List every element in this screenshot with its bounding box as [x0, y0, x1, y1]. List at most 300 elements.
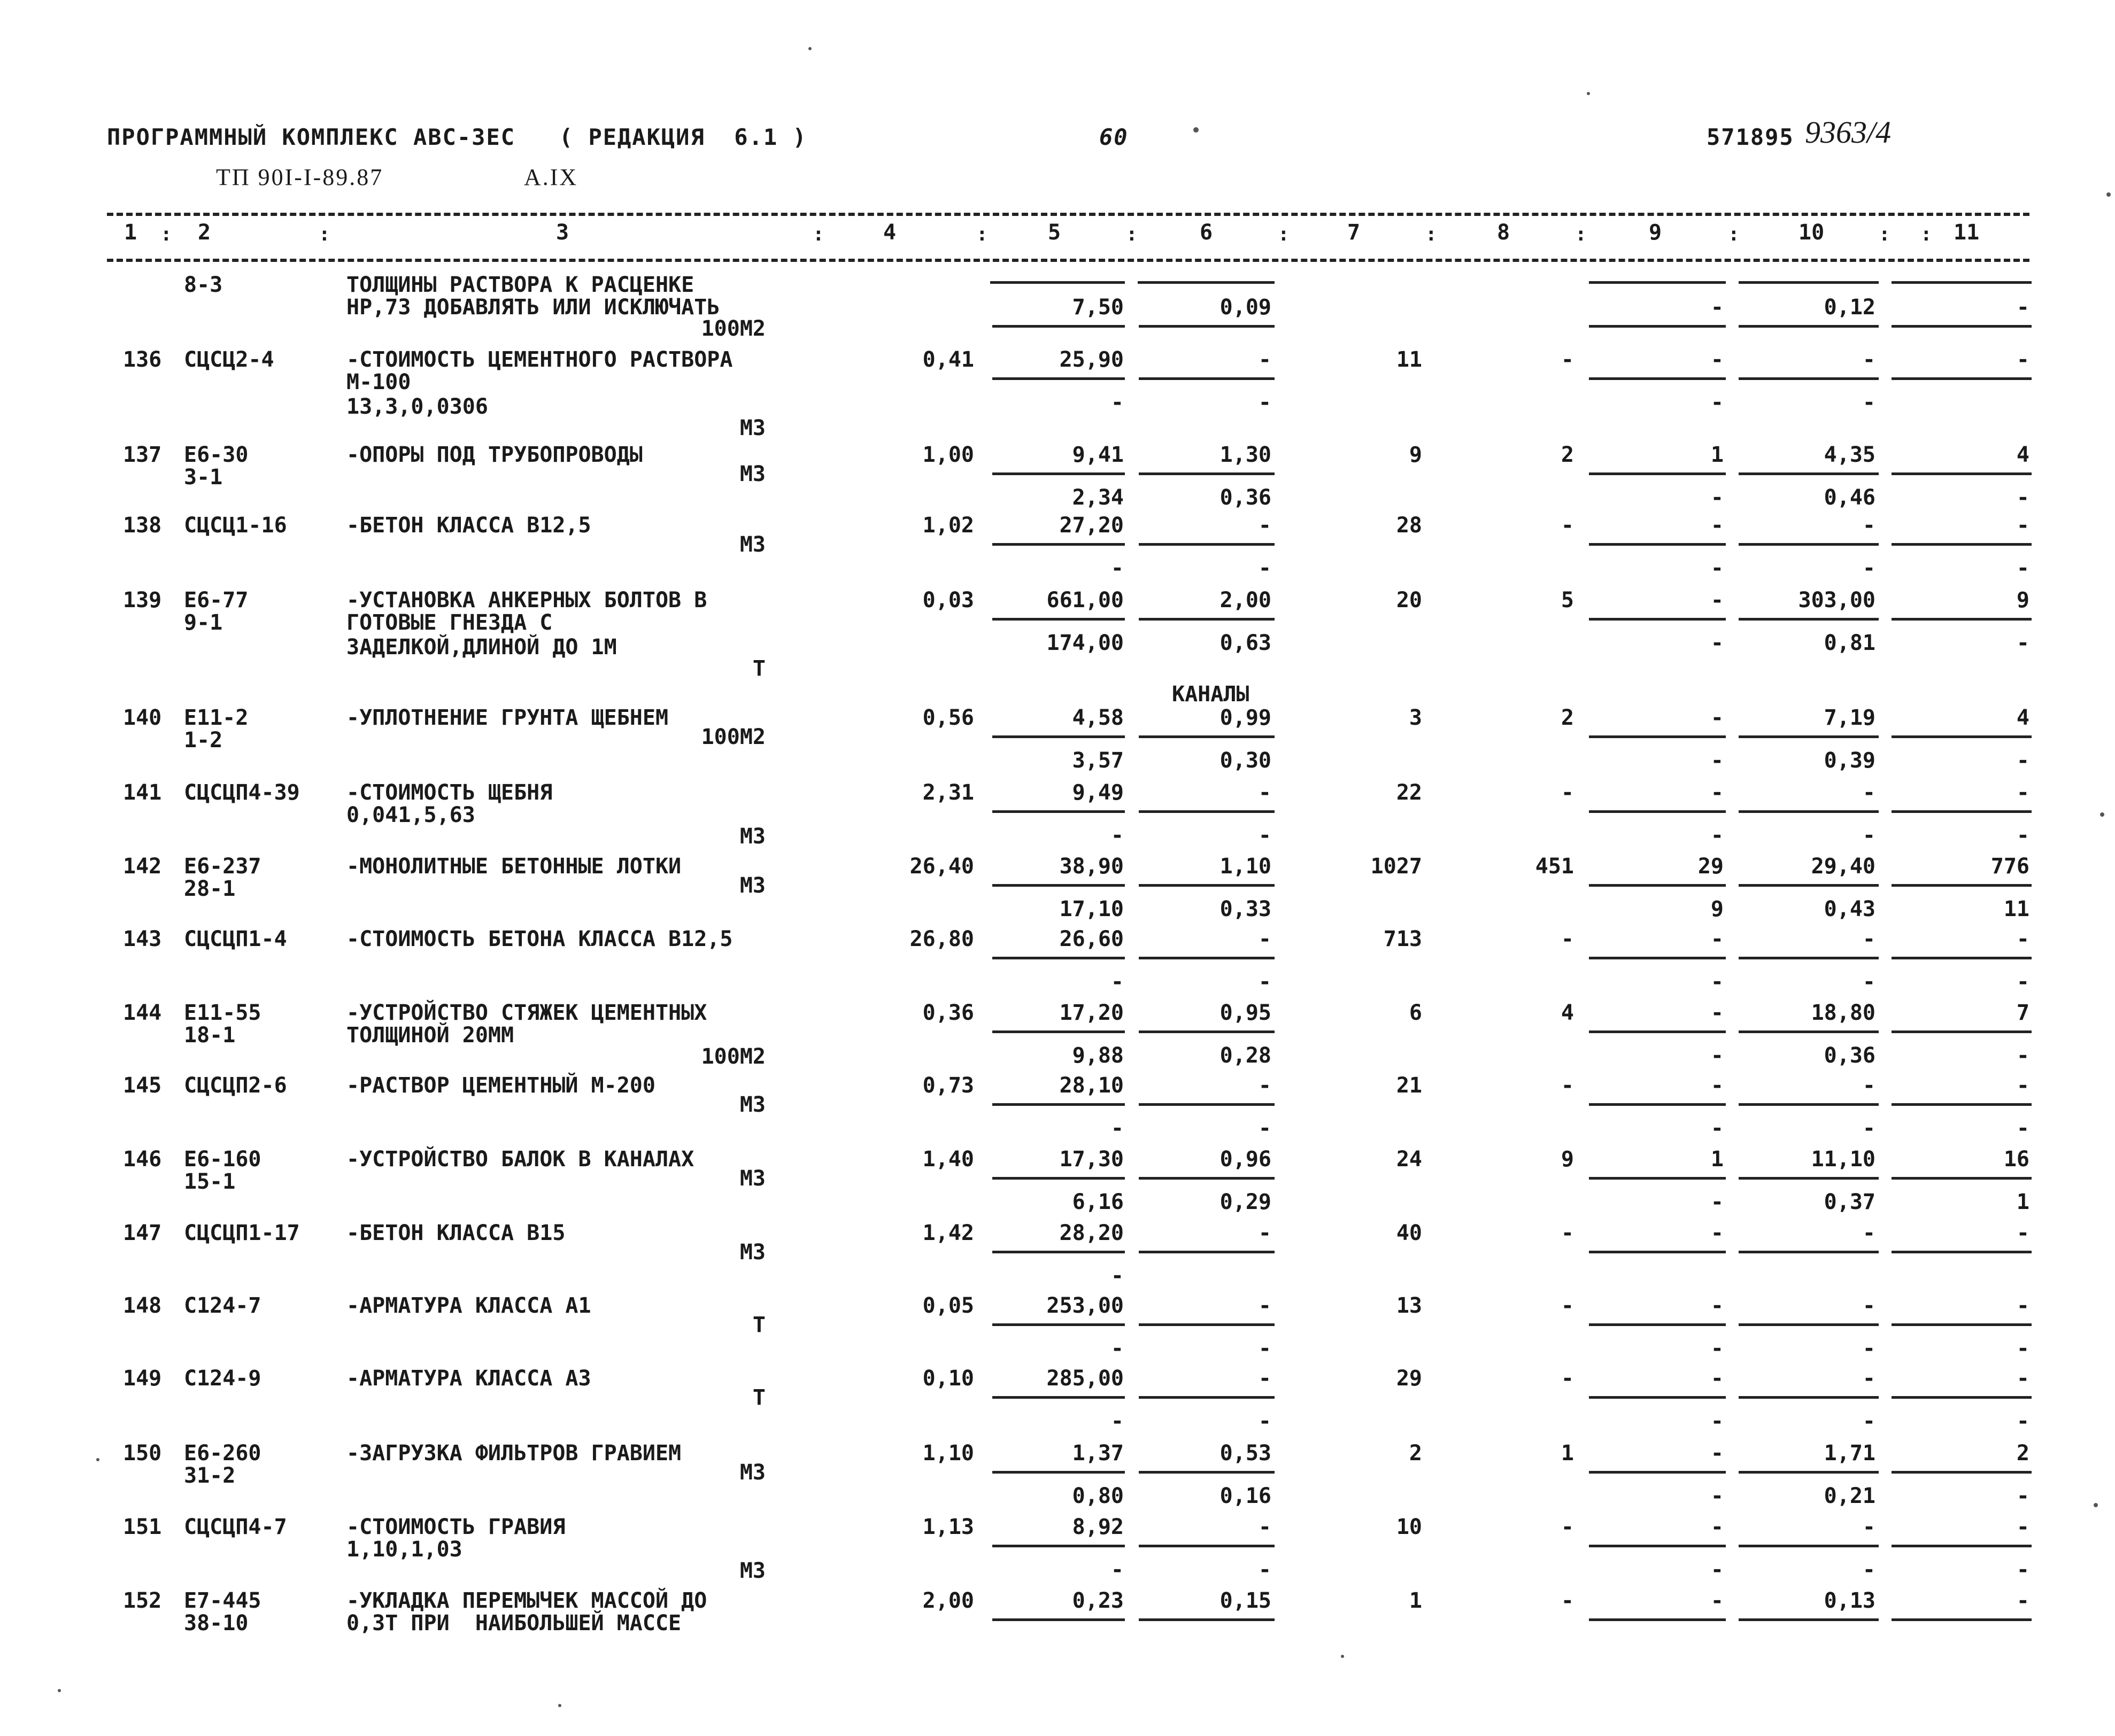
machine-cost-cell: -	[1710, 1515, 1724, 1539]
header-bottom-rule	[107, 259, 2029, 262]
wage-cost-sub-cell: 0,63	[1219, 631, 1271, 655]
unit-cost-sub-cell: -	[1110, 556, 1124, 580]
total-cost-cell: 21	[1396, 1073, 1422, 1098]
wage-cost-sub-cell: -	[1258, 1409, 1271, 1433]
cell-rule	[1139, 1251, 1275, 1253]
quantity-cell: 26,40	[909, 854, 974, 879]
labor-total-cell: -	[2016, 513, 2029, 538]
program-title: ПРОГРАММНЫЙ КОМПЛЕКС АВС-ЗЕС ( РЕДАКЦИЯ 6.1 )	[107, 124, 807, 150]
unit-of-measure: М3	[739, 1559, 766, 1583]
unit-cost-cell: 17,20	[1059, 1001, 1124, 1025]
column-header: 4	[883, 220, 897, 245]
wage-cost-cell: -	[1258, 1221, 1271, 1245]
labor-total-cell: -	[2016, 347, 2029, 372]
row-number: 149	[123, 1366, 162, 1391]
row-number: 139	[123, 588, 162, 613]
total-cost-cell: 22	[1396, 780, 1422, 805]
cell-rule	[1589, 1545, 1726, 1547]
cell-rule	[1139, 1323, 1275, 1326]
labor-total-cell: 9	[2016, 588, 2029, 613]
cell-rule	[1138, 281, 1275, 284]
total-cost-cell: 2	[1409, 1441, 1422, 1466]
wage-cost-sub-cell: -	[1258, 823, 1271, 848]
cell-rule	[1589, 1471, 1726, 1474]
labor-total-sub-cell: 1	[2016, 1190, 2029, 1214]
cell-rule	[1589, 957, 1726, 959]
labor-total-cell: 4	[2016, 706, 2029, 730]
cell-rule	[1892, 957, 2032, 959]
cell-rule	[1139, 1103, 1275, 1106]
page-number: 60	[1099, 124, 1129, 150]
cell-rule	[1892, 377, 2032, 380]
unit-cost-sub-cell: -	[1110, 1557, 1124, 1582]
project-code: ТП 90I-I-89.87	[216, 164, 384, 190]
labor-total-sub-cell: -	[2016, 1116, 2029, 1141]
unit-cost-cell: 17,30	[1059, 1147, 1124, 1172]
unit-of-measure: Т	[752, 656, 766, 681]
scan-speck	[808, 47, 812, 50]
cell-rule	[1739, 1545, 1879, 1547]
rate-code-sub: 9-1	[184, 610, 223, 635]
unit-cost-sub-cell: 6,16	[1072, 1190, 1124, 1214]
rate-code-sub: 3-1	[184, 465, 223, 490]
cell-rule	[1589, 543, 1726, 546]
cell-rule	[992, 1545, 1125, 1547]
cell-rule	[1139, 618, 1275, 621]
wage-cost-sub-cell: 0,30	[1219, 748, 1271, 773]
cell-rule	[1739, 884, 1879, 887]
column-header: 7	[1347, 220, 1361, 245]
cell-rule	[1739, 735, 1879, 738]
labor-cell: 303,00	[1798, 588, 1875, 613]
cell-rule	[992, 472, 1125, 475]
machine-cost-cell: 1	[1710, 1147, 1724, 1172]
cell-rule	[1739, 377, 1879, 380]
cell-rule	[1739, 1103, 1879, 1106]
labor-cell: 18,80	[1811, 1001, 1875, 1025]
cell-rule	[1739, 472, 1879, 475]
cell-rule	[1892, 325, 2032, 328]
column-header: 1	[124, 220, 137, 245]
unit-cost-cell: 28,20	[1059, 1221, 1124, 1245]
cell-rule	[1589, 1177, 1726, 1180]
machine-cost-sub-cell: -	[1710, 748, 1724, 773]
machine-cost-sub-cell: -	[1710, 823, 1724, 848]
cell-rule	[1892, 810, 2032, 813]
total-wages-cell: -	[1561, 513, 1574, 538]
wage-cost-sub-cell: 0,28	[1219, 1043, 1271, 1068]
work-description: -ЗАГРУЗКА ФИЛЬТРОВ ГРАВИЕМ	[346, 1441, 682, 1466]
cell-rule	[992, 1251, 1125, 1253]
unit-cost-cell: 26,60	[1059, 927, 1124, 951]
scan-speck	[558, 1704, 561, 1707]
cell-rule	[1892, 1396, 2032, 1399]
cell-rule	[992, 1177, 1125, 1180]
work-description: ТОЛЩИНОЙ 20ММ	[346, 1023, 514, 1048]
unit-cost-cell: 285,00	[1046, 1366, 1124, 1391]
labor-total-cell: 776	[1990, 854, 2029, 879]
labor-sub-cell: -	[1862, 1336, 1875, 1361]
machine-cost-cell: 1	[1710, 443, 1724, 467]
labor-cell: 0,13	[1824, 1588, 1875, 1613]
labor-total-cell: -	[2016, 927, 2029, 951]
labor-total-sub-cell: 11	[2003, 897, 2029, 921]
cell-rule	[1739, 1323, 1879, 1326]
labor-sub-cell: -	[1862, 1116, 1875, 1141]
quantity-cell: 0,10	[922, 1366, 974, 1391]
machine-cost-sub-cell: -	[1710, 556, 1724, 580]
cell-rule	[1739, 957, 1879, 959]
machine-cost-cell: -	[1710, 295, 1724, 320]
wage-cost-cell: 0,96	[1219, 1147, 1271, 1172]
total-wages-cell: 451	[1535, 854, 1574, 879]
work-description: ЗАДЕЛКОЙ,ДЛИНОЙ ДО 1М	[346, 635, 617, 660]
labor-total-sub-cell: -	[2016, 1557, 2029, 1582]
work-description: 1,10,1,03	[346, 1537, 462, 1562]
cell-rule	[992, 1030, 1125, 1033]
cell-rule	[1139, 543, 1275, 546]
total-wages-cell: 2	[1561, 706, 1574, 730]
total-cost-cell: 9	[1409, 443, 1422, 467]
annotation-channels: КАНАЛЫ	[1172, 682, 1249, 707]
machine-cost-cell: -	[1710, 1001, 1724, 1025]
cell-rule	[1739, 281, 1879, 284]
total-cost-cell: 24	[1396, 1147, 1422, 1172]
wage-cost-cell: 0,09	[1219, 295, 1271, 320]
row-number: 145	[123, 1073, 162, 1098]
work-description: 0,3Т ПРИ НАИБОЛЬШЕЙ МАССЕ	[346, 1611, 682, 1636]
work-description: М-100	[346, 370, 411, 394]
scan-speck	[96, 1458, 99, 1461]
cell-rule	[992, 1471, 1125, 1474]
labor-cell: -	[1862, 1515, 1875, 1539]
quantity-cell: 1,42	[922, 1221, 974, 1245]
labor-sub-cell: 0,37	[1824, 1190, 1875, 1214]
machine-cost-sub-cell: -	[1710, 1043, 1724, 1068]
wage-cost-cell: -	[1258, 780, 1271, 805]
machine-cost-cell: -	[1710, 588, 1724, 613]
work-description: -СТОИМОСТЬ ЩЕБНЯ	[346, 780, 553, 805]
scan-speck	[1193, 127, 1199, 133]
labor-total-sub-cell: -	[2016, 556, 2029, 580]
unit-of-measure: 100М2	[701, 1044, 766, 1069]
unit-cost-sub-cell: 0,80	[1072, 1484, 1124, 1508]
cell-rule	[1589, 1103, 1726, 1106]
total-wages-cell: -	[1561, 1073, 1574, 1098]
quantity-cell: 0,41	[922, 347, 974, 372]
rate-code: Е6-260	[184, 1441, 261, 1466]
labor-sub-cell: -	[1862, 1557, 1875, 1582]
labor-cell: -	[1862, 1073, 1875, 1098]
cell-rule	[1589, 1396, 1726, 1399]
cell-rule	[1739, 810, 1879, 813]
quantity-cell: 0,73	[922, 1073, 974, 1098]
wage-cost-sub-cell: 0,36	[1219, 485, 1271, 510]
wage-cost-sub-cell: 0,16	[1219, 1484, 1271, 1508]
cell-rule	[1139, 957, 1275, 959]
cell-rule	[1139, 1471, 1275, 1474]
rate-code: 8-3	[184, 273, 223, 297]
labor-sub-cell: 0,36	[1824, 1043, 1875, 1068]
work-description: 0,041,5,63	[346, 803, 475, 827]
labor-cell: 7,19	[1824, 706, 1875, 730]
total-cost-cell: 13	[1396, 1293, 1422, 1318]
document-number: 571895	[1707, 124, 1794, 150]
row-number: 143	[123, 927, 162, 951]
row-number: 150	[123, 1441, 162, 1466]
row-number: 138	[123, 513, 162, 538]
unit-cost-sub-cell: -	[1110, 1409, 1124, 1433]
machine-cost-sub-cell: -	[1710, 1557, 1724, 1582]
cell-rule	[1139, 377, 1275, 380]
unit-of-measure: М3	[739, 1092, 766, 1117]
quantity-cell: 2,31	[922, 780, 974, 805]
labor-total-cell: 16	[2003, 1147, 2029, 1172]
unit-cost-sub-cell: -	[1110, 1116, 1124, 1141]
total-cost-cell: 20	[1396, 588, 1422, 613]
cell-rule	[1892, 1323, 2032, 1326]
total-cost-cell: 29	[1396, 1366, 1422, 1391]
unit-cost-sub-cell: 17,10	[1059, 897, 1124, 921]
total-cost-cell: 6	[1409, 1001, 1422, 1025]
cell-rule	[1589, 618, 1726, 621]
unit-cost-sub-cell: 9,88	[1072, 1043, 1124, 1068]
cell-rule	[1892, 1030, 2032, 1033]
labor-cell: 4,35	[1824, 443, 1875, 467]
machine-cost-cell: -	[1710, 1366, 1724, 1391]
machine-cost-sub-cell: -	[1710, 970, 1724, 994]
quantity-cell: 1,00	[922, 443, 974, 467]
labor-cell: -	[1862, 927, 1875, 951]
machine-cost-sub-cell: -	[1710, 1116, 1724, 1141]
cell-rule	[992, 1618, 1125, 1621]
labor-total-sub-cell: -	[2016, 631, 2029, 655]
quantity-cell: 26,80	[909, 927, 974, 951]
rate-code-sub: 38-10	[184, 1611, 249, 1636]
quantity-cell: 1,13	[922, 1515, 974, 1539]
column-header: 10	[1798, 220, 1825, 245]
total-wages-cell: 9	[1561, 1147, 1574, 1172]
unit-of-measure: М3	[739, 532, 766, 557]
wage-cost-cell: -	[1258, 1293, 1271, 1318]
cell-rule	[992, 957, 1125, 959]
labor-sub-cell: 0,43	[1824, 897, 1875, 921]
work-description: -БЕТОН КЛАССА В12,5	[346, 513, 591, 538]
labor-sub-cell: 0,81	[1824, 631, 1875, 655]
labor-sub-cell: 0,39	[1824, 748, 1875, 773]
unit-cost-cell: 27,20	[1059, 513, 1124, 538]
unit-cost-cell: 1,37	[1072, 1441, 1124, 1466]
cell-rule	[1589, 325, 1726, 328]
album-code: А.IX	[524, 164, 578, 190]
wage-cost-cell: -	[1258, 1515, 1271, 1539]
cell-rule	[1139, 1177, 1275, 1180]
labor-total-cell: -	[2016, 780, 2029, 805]
scan-speck	[1587, 92, 1590, 95]
quantity-cell: 0,36	[922, 1001, 974, 1025]
machine-cost-cell: -	[1710, 1221, 1724, 1245]
machine-cost-sub-cell: -	[1710, 1409, 1724, 1433]
rate-code: С124-7	[184, 1293, 261, 1318]
machine-cost-cell: -	[1710, 706, 1724, 730]
wage-cost-cell: 0,99	[1219, 706, 1271, 730]
wage-cost-cell: -	[1258, 927, 1271, 951]
work-description: -УПЛОТНЕНИЕ ГРУНТА ЩЕБНЕМ	[346, 706, 669, 730]
work-description: -БЕТОН КЛАССА В15	[346, 1221, 566, 1245]
cell-rule	[992, 1103, 1125, 1106]
rate-code: СЦСЦП4-7	[184, 1515, 287, 1539]
work-description: -АРМАТУРА КЛАССА А3	[346, 1366, 591, 1391]
rate-code: Е11-55	[184, 1001, 261, 1025]
unit-of-measure: 100М2	[701, 725, 766, 749]
labor-cell: 1,71	[1824, 1441, 1875, 1466]
work-description: -СТОИМОСТЬ БЕТОНА КЛАССА В12,5	[346, 927, 733, 951]
unit-of-measure: М3	[739, 416, 766, 440]
scan-speck	[58, 1689, 61, 1692]
unit-of-measure: 100М2	[701, 316, 766, 341]
unit-cost-cell: 38,90	[1059, 854, 1124, 879]
total-wages-cell: -	[1561, 1515, 1574, 1539]
row-number: 152	[123, 1588, 162, 1613]
total-cost-cell: 1027	[1370, 854, 1422, 879]
rate-code: СЦСЦП2-6	[184, 1073, 287, 1098]
wage-cost-cell: -	[1258, 1366, 1271, 1391]
handwritten-inventory-number: 9363/4	[1805, 115, 1892, 150]
unit-cost-cell: 4,58	[1072, 706, 1124, 730]
wage-cost-sub-cell: -	[1258, 1116, 1271, 1141]
machine-cost-cell: -	[1710, 927, 1724, 951]
cell-rule	[1892, 281, 2032, 284]
cell-rule	[1589, 1030, 1726, 1033]
cell-rule	[1892, 543, 2032, 546]
cell-rule	[1739, 1396, 1879, 1399]
row-number: 151	[123, 1515, 162, 1539]
machine-cost-cell: -	[1710, 780, 1724, 805]
rate-code: Е6-160	[184, 1147, 261, 1172]
row-number: 140	[123, 706, 162, 730]
unit-of-measure: М3	[739, 873, 766, 898]
unit-of-measure: Т	[752, 1313, 766, 1337]
work-description: -УСТАНОВКА АНКЕРНЫХ БОЛТОВ В	[346, 588, 707, 613]
labor-total-sub-cell: -	[2016, 1484, 2029, 1508]
row-number: 144	[123, 1001, 162, 1025]
labor-sub-cell: 0,21	[1824, 1484, 1875, 1508]
cell-rule	[1139, 325, 1275, 328]
total-wages-cell: -	[1561, 347, 1574, 372]
cell-rule	[1892, 1471, 2032, 1474]
labor-cell: -	[1862, 347, 1875, 372]
column-header: 2	[198, 220, 211, 245]
unit-cost-cell: 7,50	[1072, 295, 1124, 320]
unit-cost-sub-cell: -	[1110, 1264, 1124, 1288]
rate-code: СЦСЦП4-39	[184, 780, 300, 805]
machine-cost-cell: 29	[1697, 854, 1724, 879]
labor-total-cell: -	[2016, 295, 2029, 320]
labor-sub-cell: 0,46	[1824, 485, 1875, 510]
labor-total-cell: -	[2016, 1293, 2029, 1318]
unit-of-measure: Т	[752, 1385, 766, 1410]
total-wages-cell: 2	[1561, 443, 1574, 467]
row-number: 137	[123, 443, 162, 467]
unit-cost-cell: 661,00	[1046, 588, 1124, 613]
wage-cost-cell: 0,53	[1219, 1441, 1271, 1466]
labor-total-cell: -	[2016, 1588, 2029, 1613]
cell-rule	[1139, 1618, 1275, 1621]
labor-sub-cell: -	[1862, 823, 1875, 848]
cell-rule	[1892, 1103, 2032, 1106]
cell-rule	[1739, 1030, 1879, 1033]
column-header: 3	[556, 220, 569, 245]
wage-cost-cell: 0,15	[1219, 1588, 1271, 1613]
cell-rule	[1139, 810, 1275, 813]
quantity-cell: 1,10	[922, 1441, 974, 1466]
labor-sub-cell: -	[1862, 970, 1875, 994]
cell-rule	[1739, 1251, 1879, 1253]
rate-code-sub: 15-1	[184, 1169, 236, 1194]
cell-rule	[1892, 1618, 2032, 1621]
unit-cost-sub-cell: -	[1110, 823, 1124, 848]
cell-rule	[992, 810, 1125, 813]
column-header: 6	[1200, 220, 1213, 245]
cell-rule	[1739, 1471, 1879, 1474]
unit-of-measure: М3	[739, 1166, 766, 1191]
labor-sub-cell: -	[1862, 1409, 1875, 1433]
cell-rule	[1589, 1251, 1726, 1253]
cell-rule	[1739, 1177, 1879, 1180]
work-description: ТОЛЩИНЫ РАСТВОРА К РАСЦЕНКЕ	[346, 273, 694, 297]
unit-cost-cell: 8,92	[1072, 1515, 1124, 1539]
total-wages-cell: -	[1561, 927, 1574, 951]
work-description: НР,73 ДОБАВЛЯТЬ ИЛИ ИСКЛЮЧАТЬ	[346, 295, 720, 320]
cell-rule	[1139, 884, 1275, 887]
labor-cell: -	[1862, 780, 1875, 805]
total-cost-cell: 1	[1409, 1588, 1422, 1613]
total-cost-cell: 28	[1396, 513, 1422, 538]
wage-cost-cell: 0,95	[1219, 1001, 1271, 1025]
quantity-cell: 0,05	[922, 1293, 974, 1318]
labor-cell: -	[1862, 1293, 1875, 1318]
total-cost-cell: 3	[1409, 706, 1422, 730]
labor-sub-cell: -	[1862, 390, 1875, 415]
total-wages-cell: -	[1561, 780, 1574, 805]
rate-code: СЦСЦП1-17	[184, 1221, 300, 1245]
cell-rule	[1139, 1396, 1275, 1399]
labor-total-cell: 2	[2016, 1441, 2029, 1466]
unit-cost-cell: 9,41	[1072, 443, 1124, 467]
labor-total-cell: 7	[2016, 1001, 2029, 1025]
wage-cost-cell: -	[1258, 347, 1271, 372]
labor-cell: -	[1862, 1221, 1875, 1245]
total-cost-cell: 40	[1396, 1221, 1422, 1245]
machine-cost-sub-cell: -	[1710, 1190, 1724, 1214]
cell-rule	[1589, 377, 1726, 380]
unit-of-measure: М3	[739, 824, 766, 849]
labor-total-sub-cell: -	[2016, 485, 2029, 510]
machine-cost-cell: -	[1710, 347, 1724, 372]
total-wages-cell: -	[1561, 1366, 1574, 1391]
scan-speck	[1341, 1655, 1344, 1658]
quantity-cell: 2,00	[922, 1588, 974, 1613]
cell-rule	[992, 618, 1125, 621]
work-description: -СТОИМОСТЬ ГРАВИЯ	[346, 1515, 566, 1539]
wage-cost-sub-cell: 0,29	[1219, 1190, 1271, 1214]
labor-cell: 11,10	[1811, 1147, 1875, 1172]
cell-rule	[992, 543, 1125, 546]
cell-rule	[1139, 472, 1275, 475]
cell-rule	[1589, 472, 1726, 475]
rate-code: СЦСЦ2-4	[184, 347, 274, 372]
cell-rule	[990, 281, 1125, 284]
